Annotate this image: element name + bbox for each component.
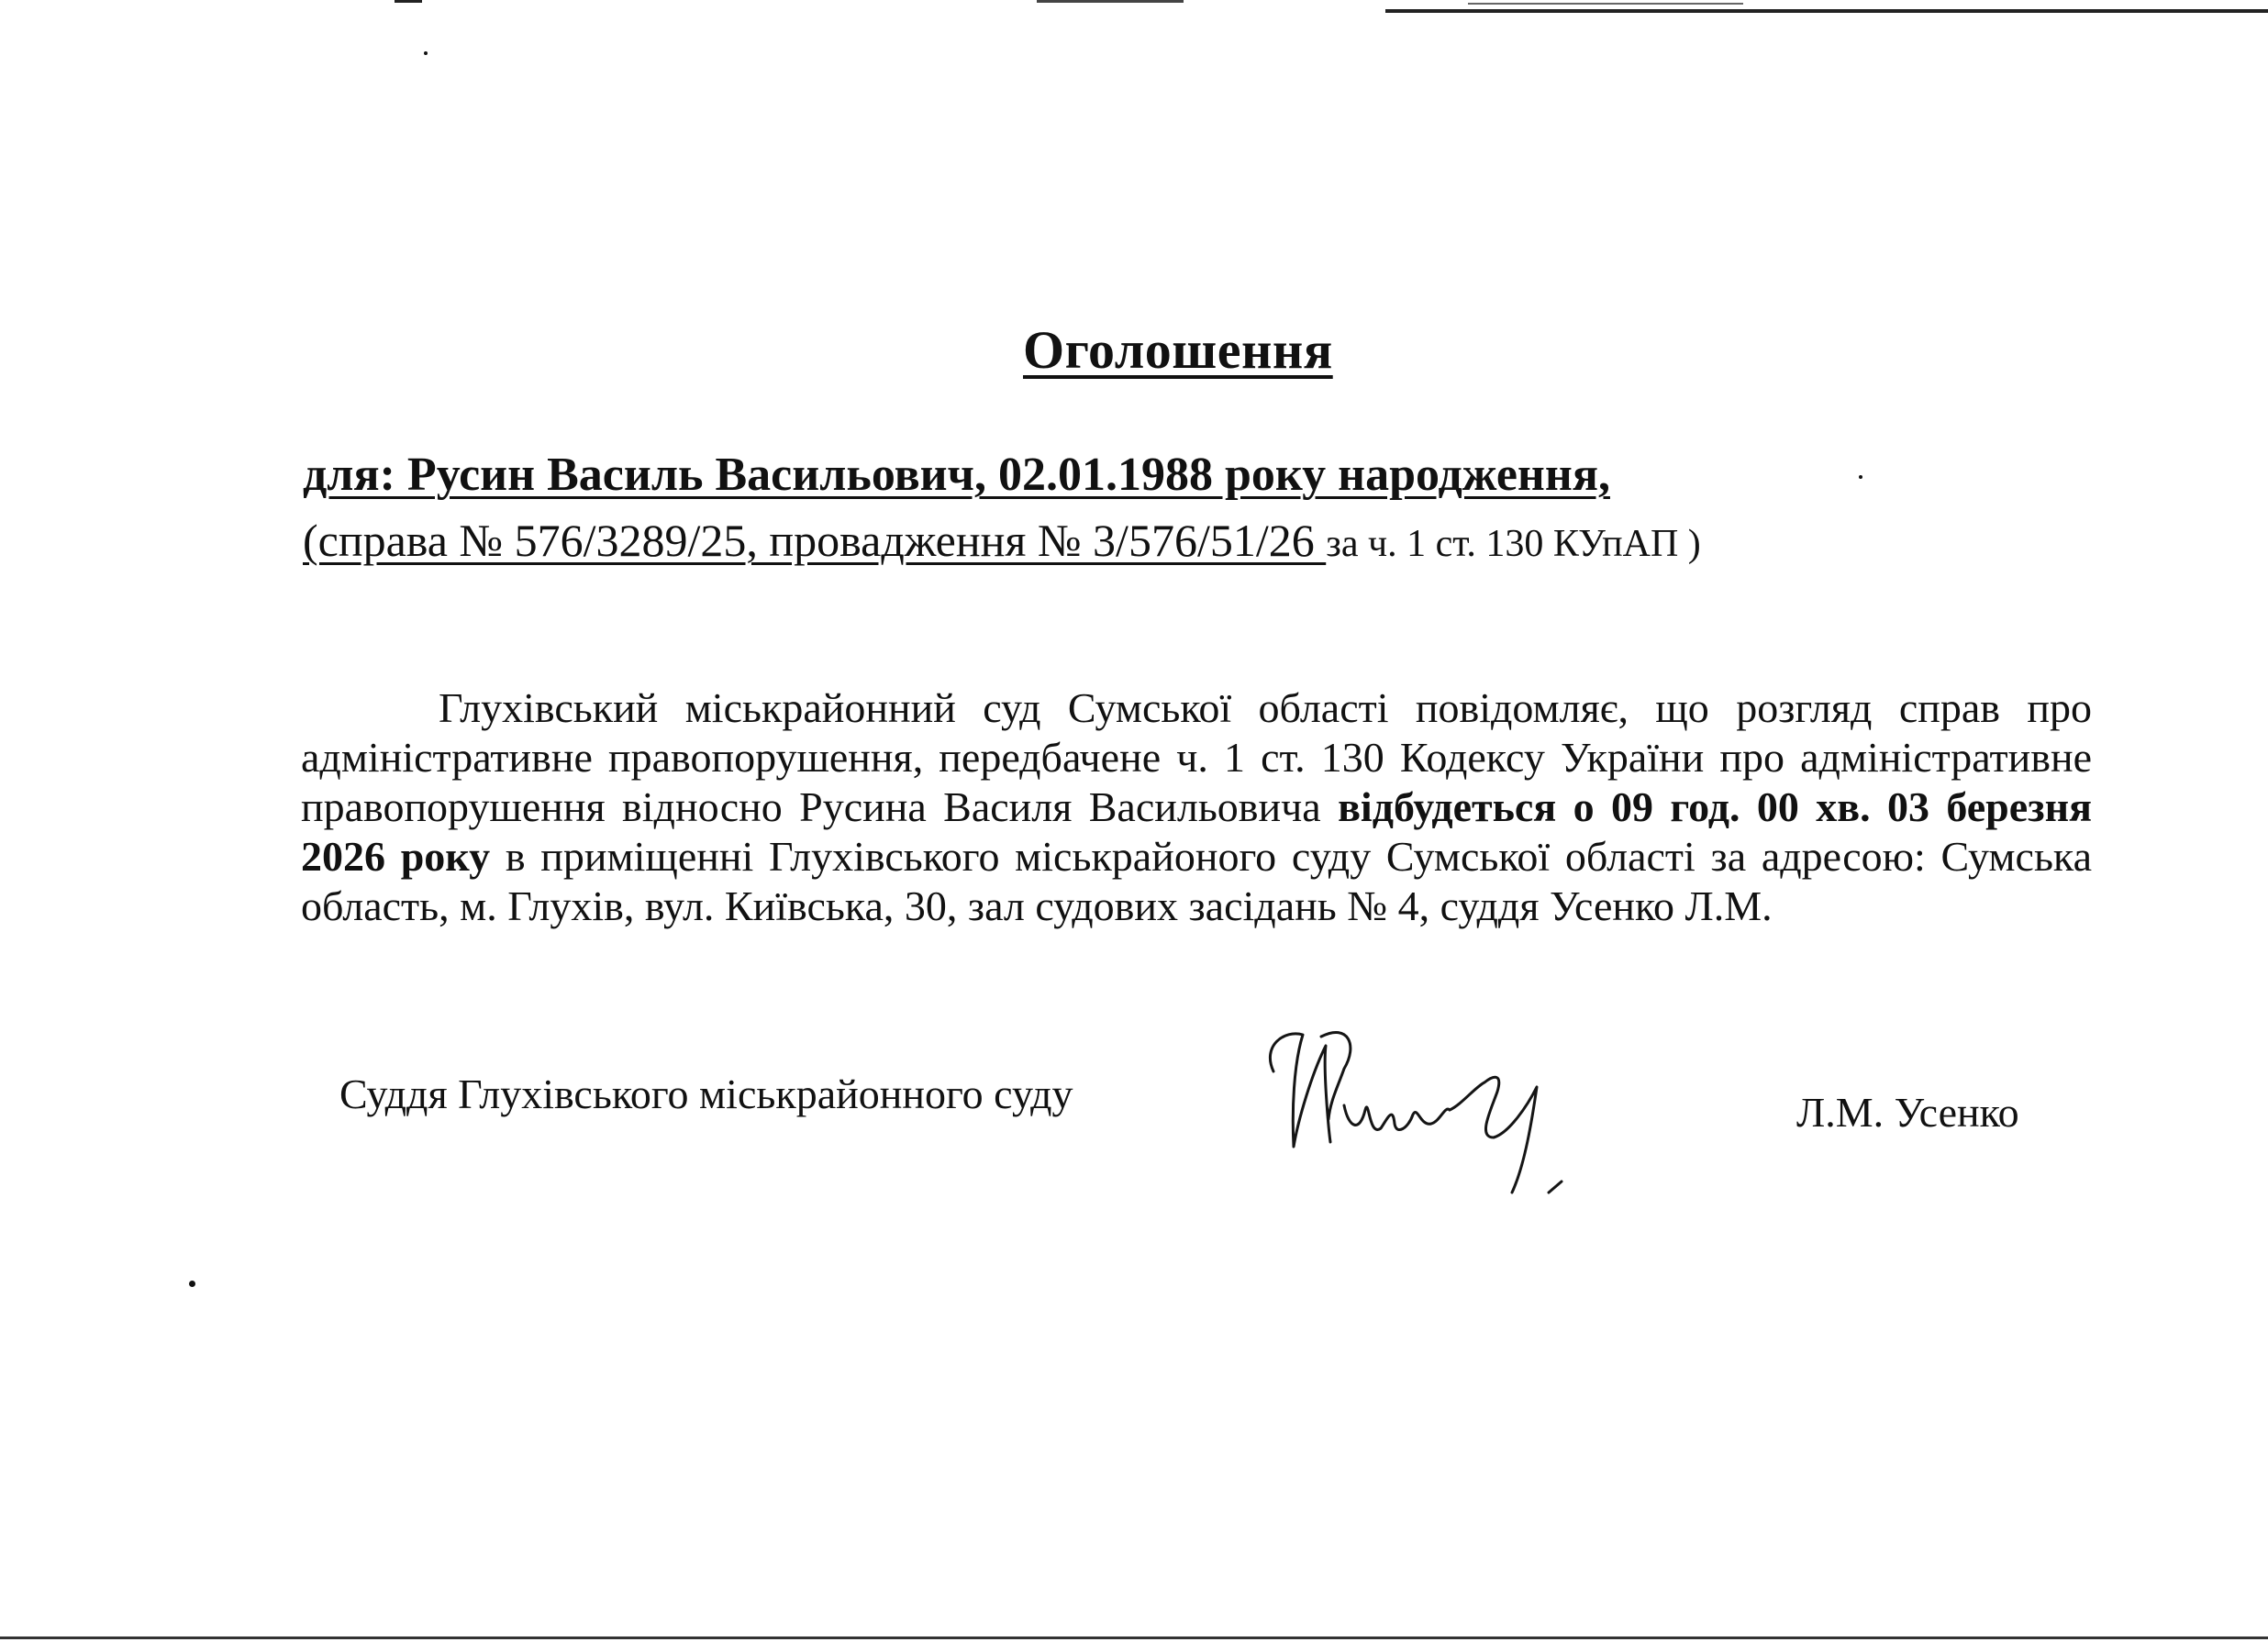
judge-name: Л.М. Усенко (1796, 1089, 2019, 1136)
announcement-body (301, 683, 2092, 931)
document-title: Оголошення (1023, 320, 1333, 380)
scan-speck (424, 51, 428, 55)
case-reference-line (303, 514, 1701, 567)
scan-artifact-top-right (1385, 9, 2268, 13)
case-reference-numbers: (справа № 576/3289/25, провадження № 3/576/51/26 (303, 515, 1327, 566)
addressee-line: для: Русин Василь Васильович, 02.01.1988 року народження, (303, 449, 1610, 501)
case-reference-article: за ч. 1 ст. 130 КУпАП ) (1326, 523, 1701, 565)
scan-speck (1859, 475, 1862, 479)
scan-artifact-top-left (395, 0, 422, 3)
body-text-part1: Глухівський міськрайонний суд Сумської області повідомляє, що розгляд справ про адміністративне правопорушення, передбачене ч. 1 ст. 130 Кодексу України про адміністративне правопорушення відносно Русина Василя Васильовича (301, 684, 2092, 830)
scan-artifact-top-right-2 (1468, 3, 1743, 5)
handwritten-signature (1257, 1018, 1606, 1229)
scan-artifact-top-mid (1037, 0, 1184, 3)
scan-speck (189, 1281, 195, 1287)
body-text-part2: в приміщенні Глухівського міськрайоного суду Сумської області за адресою: Сумська область, м. Глухів, вул. Київська, 30, зал судових засідань № 4, суддя Усенко Л.М. (301, 833, 2092, 929)
hearing-datetime: відбудеться о 09 год. 00 хв. 03 березня 2026 року (301, 783, 2093, 880)
scan-artifact-bottom (0, 1636, 2268, 1639)
judge-position-label: Суддя Глухівського міськрайонного суду (339, 1071, 1073, 1117)
